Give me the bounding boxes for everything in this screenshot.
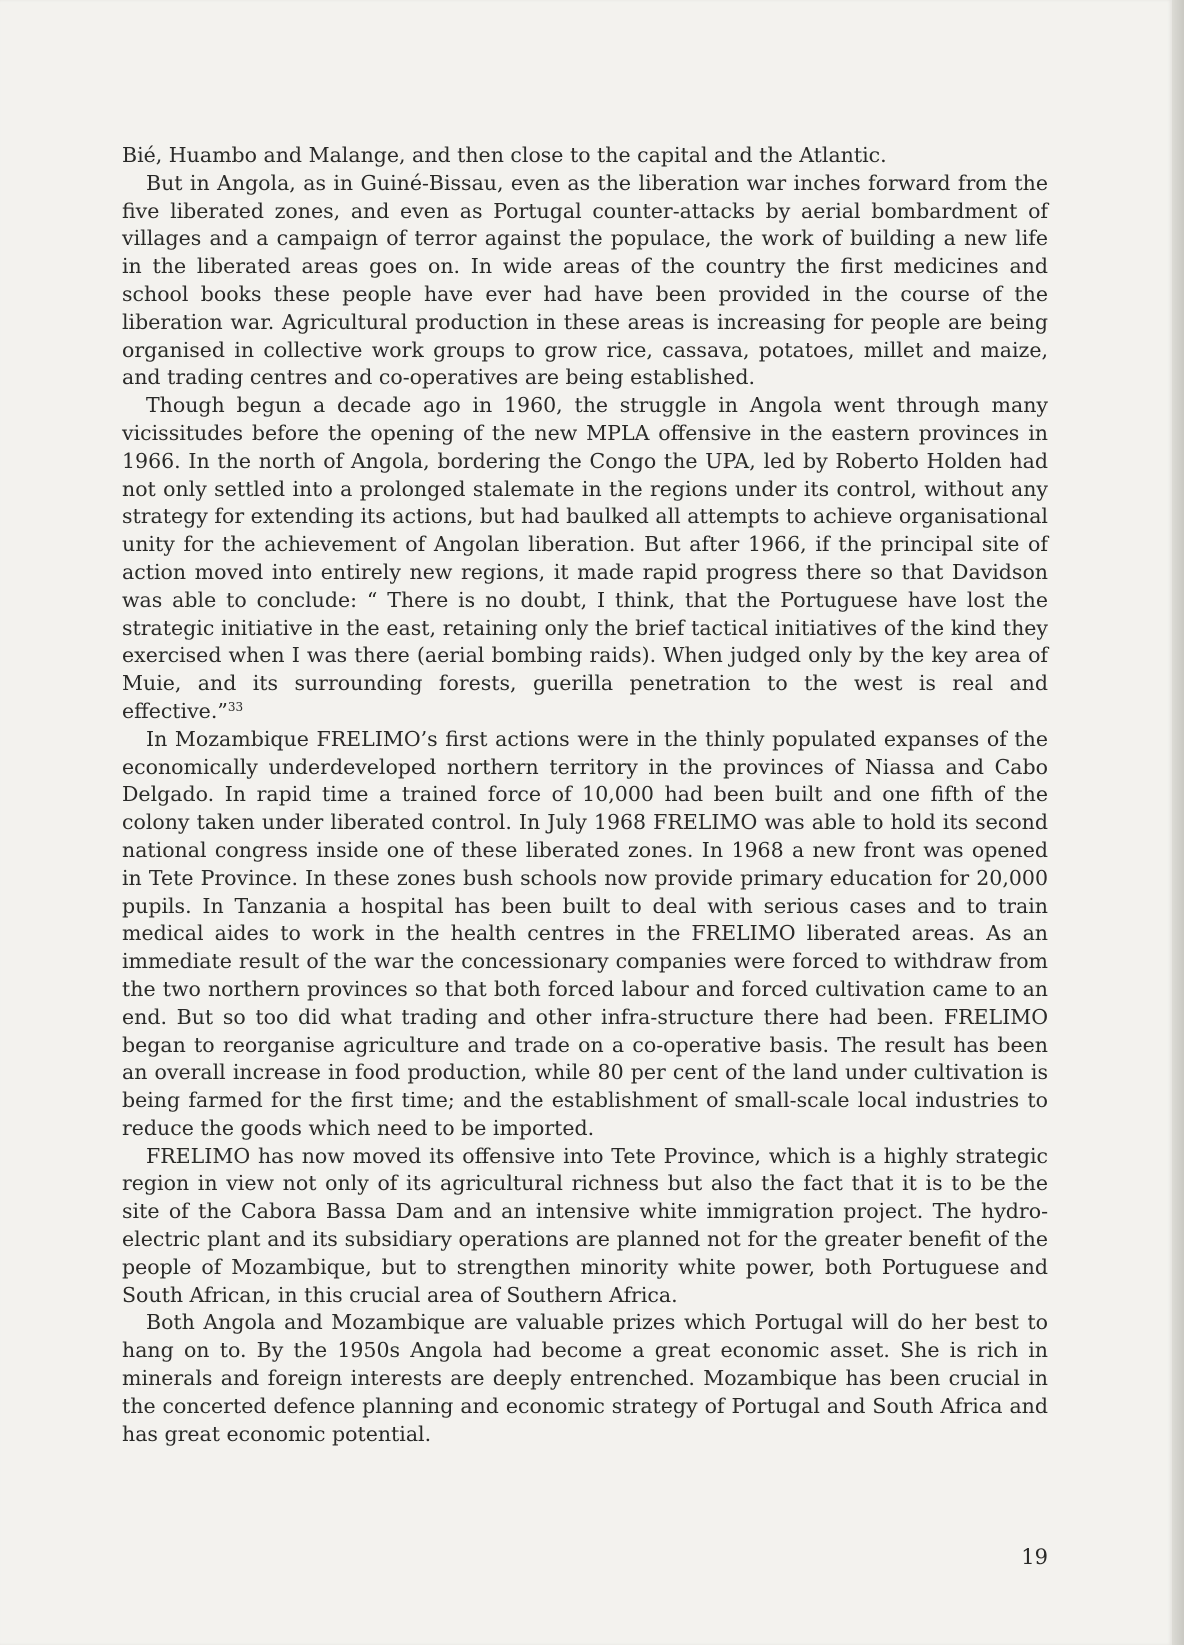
footnote-reference: 33 xyxy=(227,699,244,714)
paragraph-5: FRELIMO has now moved its offensive into Tete Province, which is a highly strategic region in view not only of its agricultural richness but also the fact that it is to be the site of the Cabora Bassa Dam and an intensive white immigration project. The hydro-electric plant and its subsidiary operations are planned not for the greater benefit of the people of Mozambique, but to strengthen minority white power, both Portuguese and South African, in this crucial area of Southern Africa. xyxy=(122,1143,1048,1307)
paragraph-3-text: Though begun a decade ago in 1960, the struggle in Angola went through many vicissitudes before the opening of the new MPLA offensive in the eastern provinces in 1966. In the north of Angola, bordering the Congo the UPA, led by Roberto Holden had not only settled into a prolonged stalemate in the regions under its control, without any strategy for extending its actions, but had baulked all attempts to achieve organisational unity for the achievement of Angolan liberation. But after 1966, if the principal site of action moved into entirely new regions, it made rapid progress there so that Davidson was able to conclude: “ There is no doubt, I think, that the Portuguese have lost the strategic initiative in the east, retaining only the brief tactical initiatives of the kind they exercised when I was there (aerial bombing raids). When judged only by the key area of Muie, and its surrounding forests, guerilla penetration to the west is real and effective.” xyxy=(122,393,1048,723)
page-number: 19 xyxy=(1021,1545,1048,1569)
paragraph-2: But in Angola, as in Guiné-Bissau, even as the liberation war inches forward from the five liberated zones, and even as Portugal counter-attacks by aerial bombardment of villages and a campaign of terror against the populace, the work of building a new life in the liberated areas goes on. In wide areas of the country the first medicines and school books these people have ever had have been provided in the course of the liberation war. Agricultural production in these areas is increasing for people are being organised in collective work groups to grow rice, cassava, potatoes, millet and maize, and trading centres and co-operatives are being established. xyxy=(122,170,1048,390)
paragraph-3 xyxy=(122,392,1048,726)
paragraph-4: In Mozambique FRELIMO’s first actions were in the thinly populated expanses of the economically underdeveloped northern territory in the provinces of Niassa and Cabo Delgado. In rapid time a trained force of 10,000 had been built and one fifth of the colony taken under liberated control. In July 1968 FRELIMO was able to hold its second national congress inside one of these liberated zones. In 1968 a new front was opened in Tete Province. In these zones bush schools now provide primary education for 20,000 pupils. In Tanzania a hospital has been built to deal with serious cases and to train medical aides to work in the health centres in the FRELIMO liberated areas. As an immediate result of the war the concessionary companies were forced to withdraw from the two northern provinces so that both forced labour and forced cultivation came to an end. But so too did what trading and other infra-structure there had been. FRELIMO began to reorganise agriculture and trade on a co-operative basis. The result has been an overall increase in food production, while 80 per cent of the land under cultivation is being farmed for the first time; and the establishment of small-scale local industries to reduce the goods which need to be imported. xyxy=(122,726,1048,1140)
body-text xyxy=(122,142,1048,1448)
paragraph-1: Bié, Huambo and Malange, and then close to the capital and the Atlantic. xyxy=(122,143,887,167)
page-edge xyxy=(1172,0,1184,1645)
paragraph-6: Both Angola and Mozambique are valuable prizes which Portugal will do her best to hang on to. By the 1950s Angola had become a great economic asset. She is rich in minerals and foreign interests are deeply entrenched. Mozambique has been crucial in the concerted defence planning and economic strategy of Portugal and South Africa and has great economic potential. xyxy=(122,1310,1048,1446)
